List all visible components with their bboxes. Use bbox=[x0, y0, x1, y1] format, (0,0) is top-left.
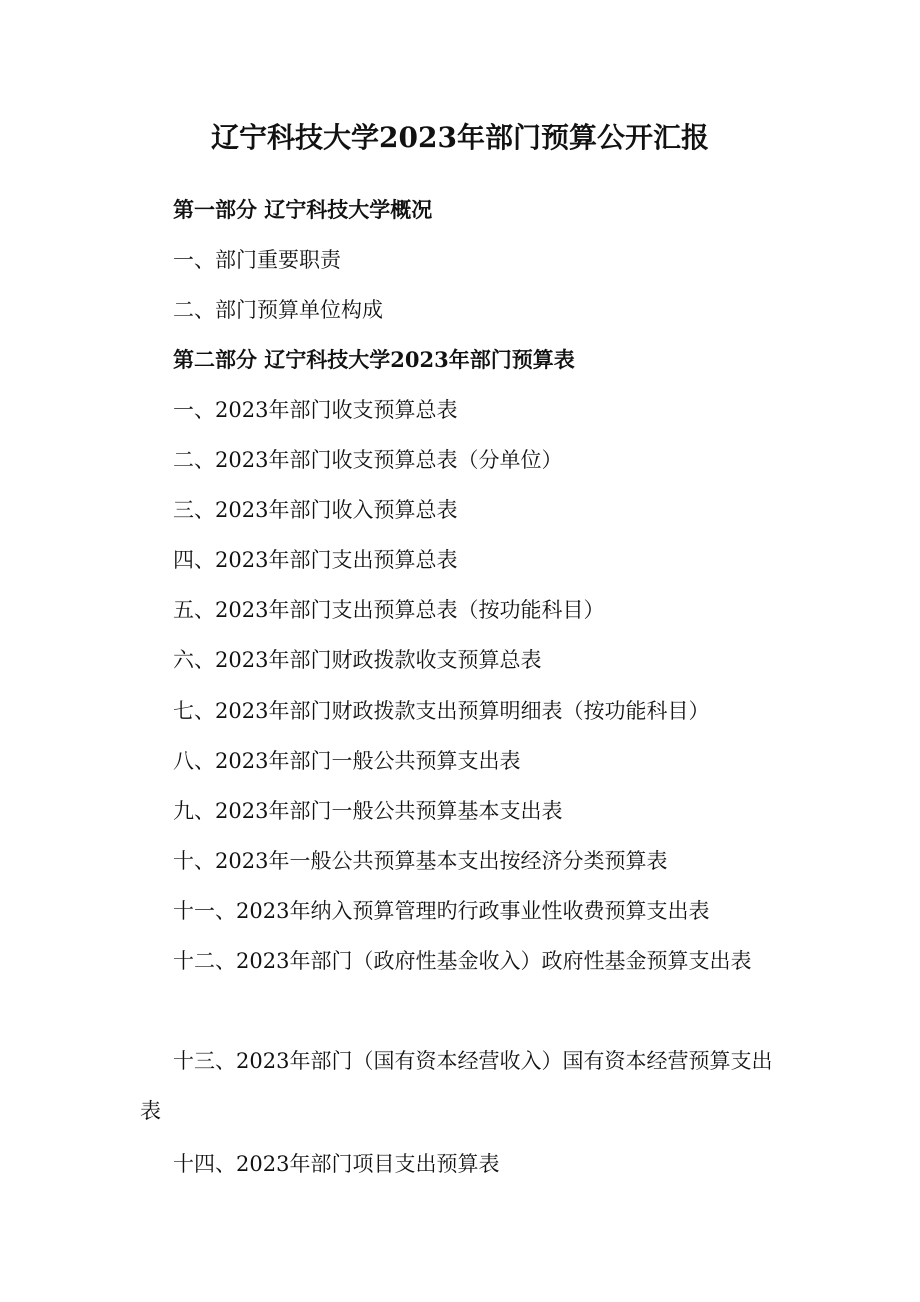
document-title: 辽宁科技大学2023年部门预算公开汇报 bbox=[211, 121, 709, 154]
part2-item-4: 四、2023年部门支出预算总表 bbox=[173, 548, 458, 572]
part2-item-3: 三、2023年部门收入预算总表 bbox=[173, 498, 458, 522]
part2-item-6: 六、2023年部门财政拨款收支预算总表 bbox=[173, 648, 542, 672]
part2-item-2: 二、2023年部门收支预算总表（分单位） bbox=[173, 448, 563, 472]
part2-item-7: 七、2023年部门财政拨款支出预算明细表（按功能科目） bbox=[173, 699, 710, 723]
part1-item-2: 二、部门预算单位构成 bbox=[173, 298, 383, 322]
part2-item-5: 五、2023年部门支出预算总表（按功能科目） bbox=[173, 598, 605, 622]
part2-item-14: 十四、2023年部门项目支出预算表 bbox=[173, 1152, 500, 1176]
part1-heading: 第一部分 辽宁科技大学概况 bbox=[173, 197, 433, 222]
part2-item-8: 八、2023年部门一般公共预算支出表 bbox=[173, 749, 521, 773]
part2-item-1: 一、2023年部门收支预算总表 bbox=[173, 398, 458, 422]
part2-item-10: 十、2023年一般公共预算基本支出按经济分类预算表 bbox=[173, 849, 668, 873]
part2-item-12: 十二、2023年部门（政府性基金收入）政府性基金预算支出表 bbox=[173, 949, 752, 973]
part1-item-1: 一、部门重要职责 bbox=[173, 248, 341, 272]
part2-item-9: 九、2023年部门一般公共预算基本支出表 bbox=[173, 799, 563, 823]
part2-item-11: 十一、2023年纳入预算管理旳行政事业性收费预算支出表 bbox=[173, 899, 710, 923]
part2-heading: 第二部分 辽宁科技大学2023年部门预算表 bbox=[173, 347, 575, 372]
part2-item-13: 十三、2023年部门（国有资本经营收入）国有资本经营预算支出表 bbox=[140, 1049, 773, 1123]
